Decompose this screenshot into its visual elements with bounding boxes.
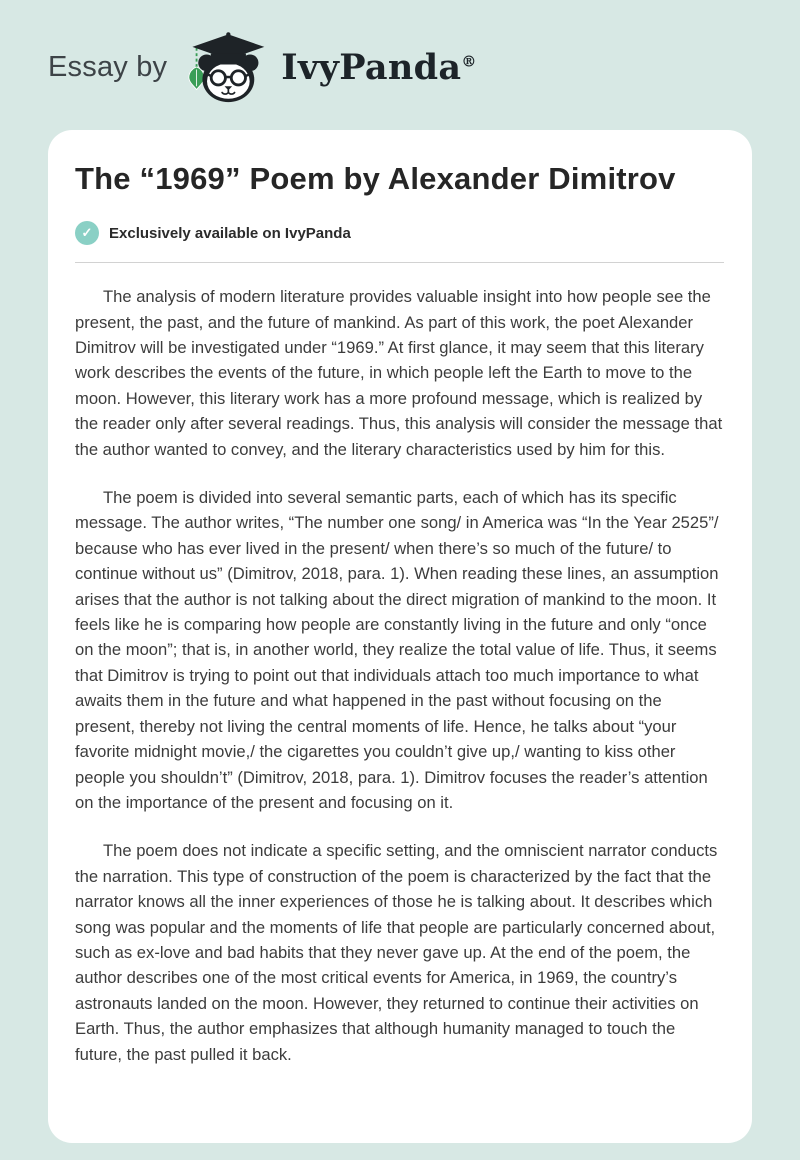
essay-paragraph-1: The analysis of modern literature provides valuable insight into how people see the present, the past, and the future of mankind. As part of this work, the poet Alexander Dimitrov will be investigated under “1969.” At first glance, it may seem that this literary work describes the events of the future, in which people left the Earth to move to the moon. However, this literary work has a more profound message, which is realized by the reader only after several readings. Thus, this analysis will consider the message that the author wanted to convey, and the literary characteristics used by him for this. xyxy=(75,287,723,459)
ivy-leaf-icon xyxy=(189,67,204,90)
check-icon: ✓ xyxy=(75,221,99,245)
page-title: The “1969” Poem by Alexander Dimitrov xyxy=(75,161,676,196)
graduation-cap-base xyxy=(211,54,246,65)
site-header xyxy=(0,0,800,130)
brand-name: IvyPanda® xyxy=(281,46,477,88)
ivypanda-logo[interactable] xyxy=(179,29,476,105)
badge-label: Exclusively available on IvyPanda xyxy=(109,224,351,242)
graduation-cap-button xyxy=(226,32,230,36)
essay-card xyxy=(48,130,752,1143)
essay-paragraph-3: The poem does not indicate a specific setting, and the omniscient narrator conducts the narration. This type of construction of the poem is characterized by the fact that the narrator knows all the inner experiences of those he is talking about. It describes which song was popular and the moments of life that people are particularly concerned about, such as ex-love and bad habits that they never gave up. At the end of the poem, the author describes one of the most critical events for America, in 1969, the country’s astronauts landed on the moon. However, they returned to continue their activities on Earth. Thus, the author emphasizes that although humanity managed to touch the future, the past pulled it back. xyxy=(75,841,718,1064)
essay-by-label: Essay by xyxy=(48,50,168,83)
exclusivity-badge xyxy=(75,221,724,245)
essay-body xyxy=(75,284,724,1067)
glasses-right-lens xyxy=(232,71,246,85)
glasses-left-lens xyxy=(211,71,225,85)
registered-trademark: ® xyxy=(461,51,477,70)
panda-graduate-icon xyxy=(179,29,271,105)
divider xyxy=(75,262,724,263)
essay-paragraph-2: The poem is divided into several semantic parts, each of which has its specific message. The author writes, “The number one song/ in America was “In the Year 2525”/ because who has ever lived in the present/ when there’s so much of the future/ to continue without us” (Dimitrov, 2018, para. 1). When reading these lines, an assumption arises that the author is not talking about the direct migration of mankind to the moon. It feels like he is comparing how people are constantly living in the future and only “once on the moon”; that is, in another world, they realize the total value of life. Thus, it seems that Dimitrov is trying to point out that individuals attach too much importance to what awaits them in the future and what happened in the past without focusing on the present, thereby not living the central moments of life. Hence, he talks about “your favorite midnight movie,/ the cigarettes you couldn’t give up,/ wanting to kiss other people you shouldn’t” (Dimitrov, 2018, para. 1). Dimitrov focuses the reader’s attention on the importance of the present and focusing on it. xyxy=(75,488,719,812)
